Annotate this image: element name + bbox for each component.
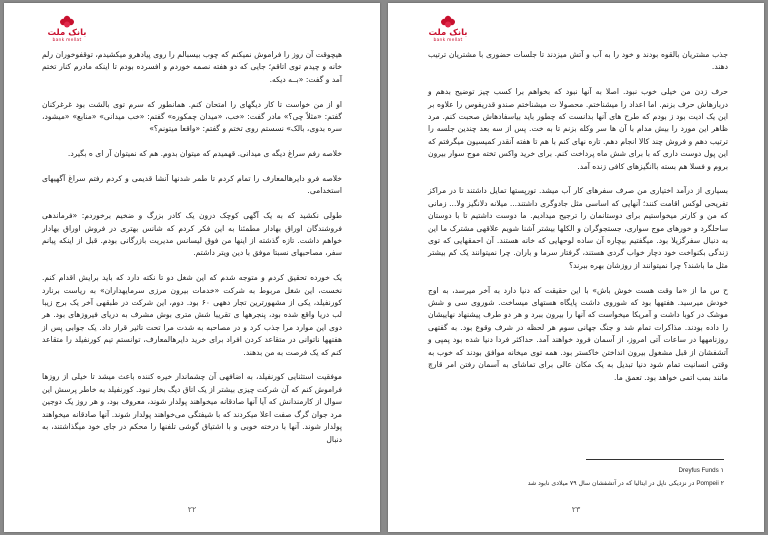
bank-logo <box>44 15 90 49</box>
footnote-text: در نزدیکی ناپل در ایتالیا که در آتشفشان سال ۷۹ میلادی نابود شد <box>527 480 695 487</box>
paragraph: هیچوقت آن روز را فراموش نمیکنم که چوب بیسبالم را روی پیادهرو میکشیدم، توقفوخوران رلم خانه و چیدم توی اتاقم؛ جایی که دو هفته نصمه خوردم و افسرده بودم تا اینکه مادرم کنار تختم آمد و گفت: «بــه دیکه. <box>42 50 342 84</box>
footnote-term: Pompeii <box>696 480 719 487</box>
paragraph: طولی نکشید که به یک آگهی کوچک درون یک کادر بزرگ و ضخیم برخوردم: «فرماندهی فروشندگان اوراق بهادار مطمئنا به این فکر کردم که شانس بهتری در فروش اوراق بهادار خواهم داشت. تازه گذشته از اینها من فوق لیسانس مدیریت بازرگانی بودم. قبل از اینکه پیانم سفر، مصاحبهای نسبتا موفق با دین ویتر داشتم. <box>42 211 342 258</box>
footnote-divider <box>586 459 724 460</box>
paragraph: بسیاری از درآمد اختیاری من صرف سفرهای کار آب میشد. تورپستها تمایل داشتند تا در مراکز تفریحی لوکس اقامت کنند؛ آنهایی که اساسی مثل جادوگری داشتند... میلانه دلانگیز ولا... زمانی که من و کارتر میخواستیم برای دوستانمان را ترجیح میدادیم. ما دوست داشتیم تا با دوستان ساحلگرد و خورهای موج سواری، جستجوگران و الکلها بیشتر آشنا شویم علاقهی مشترک ما این به دنبال سفرگزیلا بود. میگفتیم بیچاره آن ساده لوحهایی که خانه هستند. آن احمقهایی که توی زندگی بکنواخت خود دچار خواب گردی هستند، گرفتار سرما و باران. چرا نمیتوانند یک کم بیشتر مثل ما باشند؟ چرا نمیتوانند از روزشان بهره ببرند؟ <box>428 186 728 270</box>
logo-name-fa: بانک ملت <box>47 28 87 38</box>
paragraph: یک خورده تحقیق کردم و متوجه شدم که این شغل دو تا نکته دارد که باید برایش اقدام کنم. نخست، این شغل مربوط به شرکت «خدمات بیرون مرزی سرمایهداران» به ریاست برنارد کورنفیلد، یکی از مشهورترین تجار دههی ۶۰ بود. دوم، این شرکت در طبقهی آخر یک برج زیبا لب دریا واقع شده بود، پنجرهها ی تقریبا شش متری بوش مشرف به دریای فیروزهای بود. هر دوی این موارد مرا جذب کرد و در مصاحبه به شدت مرا تحت تاثیر قرار داد. یک جوابی پس از هفتهها ناتوانی در متقاعد کردن افراد برای خرید دایرهالمعارف، توانستم تیم کورنفیلد را متقاعد کنم که یک فرصت به من بدهند. <box>42 273 342 357</box>
right-page-text <box>428 49 728 384</box>
paragraph: موفقیت استثنایی کورنفیلد، به اضافهی آن چشماندار خیره کننده باعث میشد تا خیلی از روزها فراموش کنم که آن شرکت چیزی بیشتر از یک اتاق دیگ بخار نبود. کورنفیلد به خاطر پرسش این سوال از کارمندانش که آیا آنها صادقانه میخواهند پولدار شوند، معروف بود، و هر روز یک دوجین مرد جوان گرگ صفت اعلا میکردند که با شیفتگی می‌خواهند پولدار شوند. آنها صادقانه میخواهند پولدار شوند. آنها با درخته خوبی و با اشتیاق گوشی تلفنها را محکم در جای خود میگذاشتند، به دنبال <box>42 372 342 444</box>
left-page-text <box>42 49 342 446</box>
paragraph: ح س ما از «ما وقت هست خوش باش» با این حقیقت که دنیا دارد به آخر میرسد، به اوج خودش میرسید. هفتهها بود که شوروی داشت پایگاه هستهای میساخت. شوروی سی و شش موشک در کوبا داشت و آمریکا میخواست که آنها را بیرون ببرد و هر دو طرف پیشنهاد نهاییشان را داده بودند. مذاکرات تمام شد و جنگ جهانی سوم هر لحظه در شرف وقوع بود. به گفتهی روزنامهها در ساعات آتی امروز، از آسمان فرود خواهند آمد. حداکثر فردا دنیا شده بود پمپی و آتشفشان از قبل مشغول بیرون انداختن خاکستر بود. همه توی میخانه موافق بودند که خوب به وقتی انسانیت تمام شود دنیا تبدیل به یک مکان عالی برای تماشای به آسمان رفتن امر قارچ مانند بمب اتمی خواهد بود. تعمق ما. <box>428 285 728 382</box>
paragraph: او از من خواست تا کار دیگهای را امتحان کنم. همانطور که سرم توی بالشت بود غرغرکنان گفتم: «مثلاً چی؟» مادر گفت: «خب، «میدان چمکوره» گفتم: «خب میدانی» «منابع» «میشود، سره بدوی، بالک» نسستم روی تختم و گفتم: «واقعا میتونم؟» <box>42 99 342 134</box>
flower-logo-icon <box>59 15 75 29</box>
paragraph: خلاصه فرو دایرهالمعارف را تمام کردم تا طمر شدنها آنشا قدیمی و کردم رفتم سراغ آگهیهای استخدامی. <box>42 174 342 196</box>
paragraph: جذب مشتریان بالقوه بودند و خود را به آب و آتش میزدند تا جلسات حضوری با مشتریان ترتیب دهند. <box>428 50 728 72</box>
right-page <box>388 3 764 532</box>
footnote-text: Dreyfus Funds <box>678 467 719 474</box>
flower-logo-icon <box>440 15 456 29</box>
page-number: ۲۲ <box>187 505 197 514</box>
logo-name-en: bank mellat <box>52 38 82 43</box>
bank-logo <box>425 15 471 49</box>
footnote <box>428 466 724 475</box>
paragraph: خلاصه رفم سراغ دیگه ی میدانی. قهمیدم که میتوان بدوم. هم که نمیتوان آر ای ه بگیرد. <box>67 149 342 159</box>
left-page <box>4 3 380 532</box>
footnote <box>428 479 724 488</box>
logo-name-fa: بانک ملت <box>428 28 468 38</box>
logo-name-en: bank mellat <box>433 38 463 43</box>
footnote-marker: ۱ <box>720 467 724 474</box>
page-number: ۲۳ <box>571 505 581 514</box>
footnote-marker: ۲ <box>720 480 724 487</box>
paragraph: حرف زدن من خیلی خوب نبود. اصلا به آنها نبود که بخواهم برا کسب چیز توضیح بدهم و دربارهاش حرف بزنم. اما اعداد را میشناختم. محصولا ت میشناختم صندو قدریفوس را علاوه بر این یک ادیت بود ز بودم که طرح های آنها بدانست که چطور باید بیاسفادهاش صحبت کنم. مرد ظاهر این مورد را بیش مدام با آن ها سر وکله بزنم تا به خت. پس از سه بعد چندین جلسه را ترتیب دهم و فروش چند کالا انجام دهم. تاره نهای کنم با هم تا هفته آنقدر کمیسیون میگرفتم که این پول دوست داری که با برای شش ماه پرداخت کنم. برای خرید واکس تخته موج سوار بیرون بروم و فسلا هم بسته باانگیزهای کافی زنده آمد. <box>428 87 728 171</box>
footnotes <box>428 466 724 492</box>
